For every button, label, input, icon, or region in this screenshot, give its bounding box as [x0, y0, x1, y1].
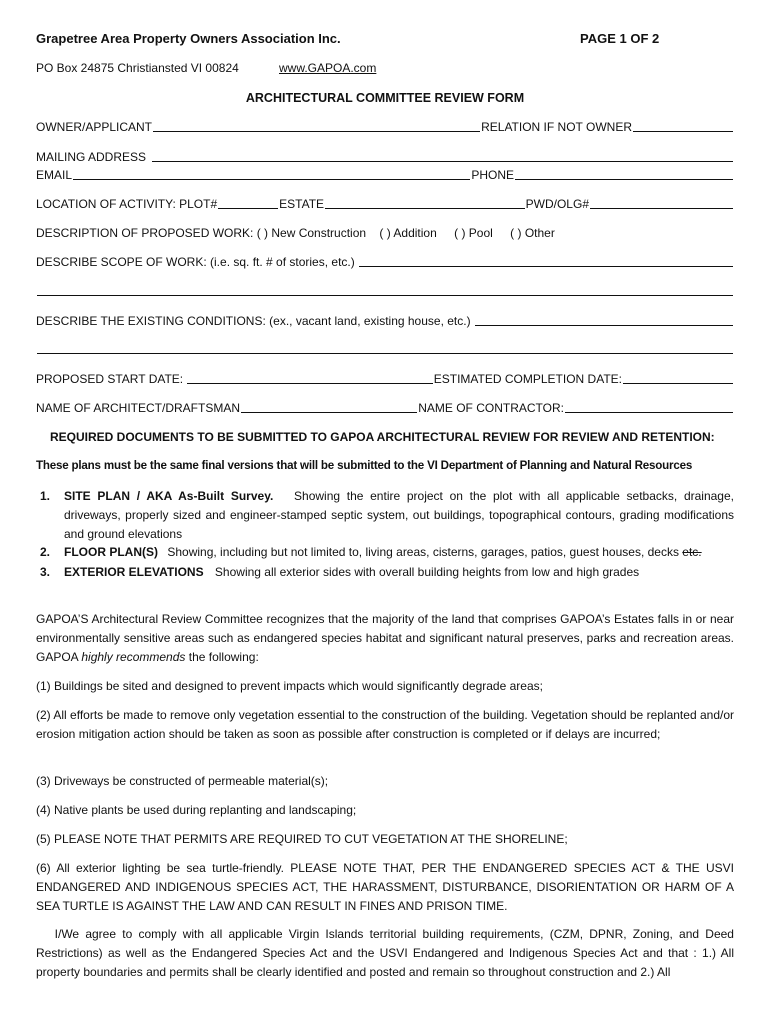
required-subheading: These plans must be the same final versions that will be submitted to the VI Department of Planning and Natural Resources	[36, 459, 693, 472]
mailing-label: MAILING ADDRESS	[36, 150, 147, 164]
scope-row	[36, 255, 734, 269]
recommendation-3: (3) Driveways be constructed of permeable material(s);	[36, 774, 329, 788]
list-number: 1.	[40, 489, 51, 503]
option-pool[interactable]: ( ) Pool	[454, 226, 493, 240]
list-item-text: Showing the entire project on the plot with all applicable setbacks, drainage, driveways, properly sized and engineer-stamped septic system, out buildings, topographical contours, grading modifications and ground elevations	[64, 489, 734, 541]
scope-field-continued[interactable]	[37, 285, 733, 296]
description-row	[36, 226, 734, 240]
website-link[interactable]: www.GAPOA.com	[279, 61, 377, 75]
existing-row-2	[36, 343, 734, 356]
dates-row	[36, 372, 734, 386]
intro-paragraph	[36, 610, 734, 667]
relation-field[interactable]	[633, 121, 733, 132]
completion-date-field[interactable]	[623, 373, 733, 384]
contractor-label: NAME OF CONTRACTOR:	[418, 401, 564, 415]
recommendation-2: (2) All efforts be made to remove only vegetation essential to the construction of the building. Vegetation should be replanted and/or erosion mitigation action should be taken as soon as possible after construction is completed or if delays are incurred;	[36, 708, 734, 741]
struck-text: etc.	[682, 545, 702, 559]
relation-label: RELATION IF NOT OWNER	[481, 120, 632, 134]
existing-field-continued[interactable]	[37, 343, 733, 354]
list-number: 2.	[40, 545, 51, 559]
email-label: EMAIL	[36, 168, 73, 182]
list-item	[36, 563, 734, 582]
list-item-text: Showing all exterior sides with overall building heights from low and high grades	[214, 565, 640, 579]
mailing-row	[36, 150, 734, 164]
scope-label: DESCRIBE SCOPE OF WORK: (i.e. sq. ft. # of stories, etc.)	[36, 255, 355, 269]
plot-field[interactable]	[218, 198, 278, 209]
email-field[interactable]	[73, 169, 470, 180]
owner-row	[36, 120, 734, 134]
list-item-title: EXTERIOR ELEVATIONS	[64, 565, 204, 579]
pwd-field[interactable]	[590, 198, 733, 209]
existing-row	[36, 314, 734, 328]
owner-field[interactable]	[153, 121, 480, 132]
architect-label: NAME OF ARCHITECT/DRAFTSMAN	[36, 401, 241, 415]
email-row	[36, 168, 734, 182]
location-label: LOCATION OF ACTIVITY: PLOT#	[36, 197, 218, 211]
mailing-field[interactable]	[152, 151, 733, 162]
start-date-field[interactable]	[187, 373, 433, 384]
owner-label: OWNER/APPLICANT	[36, 120, 153, 134]
scope-row-2	[36, 285, 734, 298]
recommendation-5: (5) PLEASE NOTE THAT PERMITS ARE REQUIRED TO CUT VEGETATION AT THE SHORELINE;	[36, 832, 568, 846]
option-other[interactable]: ( ) Other	[510, 226, 555, 240]
phone-field[interactable]	[515, 169, 733, 180]
location-row	[36, 197, 734, 211]
scope-field[interactable]	[359, 256, 733, 267]
option-addition[interactable]: ( ) Addition	[379, 226, 437, 240]
names-row	[36, 401, 734, 415]
existing-label: DESCRIBE THE EXISTING CONDITIONS: (ex., vacant land, existing house, etc.)	[36, 314, 471, 328]
list-item	[36, 487, 734, 544]
phone-label: PHONE	[471, 168, 514, 182]
mailing-address-header: PO Box 24875 Christiansted VI 00824	[36, 61, 239, 75]
page-number: PAGE 1 OF 2	[580, 31, 660, 46]
list-item	[36, 543, 734, 562]
contractor-field[interactable]	[565, 402, 733, 413]
organization-name: Grapetree Area Property Owners Association Inc.	[36, 31, 341, 46]
pwd-label: PWD/OLG#	[525, 197, 589, 211]
list-item-title: SITE PLAN / AKA As-Built Survey.	[64, 489, 274, 503]
agreement-paragraph: I/We agree to comply with all applicable Virgin Islands territorial building requirements, (CZM, DPNR, Zoning, and Deed Restrictions) as well as the Endangered Species Act and the USVI Endangered and Indigenous Species Act and that : 1.) All property boundaries and permits shall be clearly identified and posted and remain so throughout construction and 2.) All	[36, 927, 738, 979]
completion-date-label: ESTIMATED COMPLETION DATE:	[433, 372, 622, 386]
intro-emphasis: highly recommends	[81, 650, 186, 664]
estate-label: ESTATE	[279, 197, 325, 211]
list-item-text: Showing, including but not limited to, living areas, cisterns, garages, patios, guest houses, decks	[167, 545, 683, 559]
list-item-title: FLOOR PLAN(S)	[64, 545, 158, 559]
description-label: DESCRIPTION OF PROPOSED WORK: ( ) New Construction	[36, 226, 367, 240]
start-date-label: PROPOSED START DATE:	[36, 372, 184, 386]
intro-text: GAPOA’S Architectural Review Committee recognizes that the majority of the land that comprises GAPOA’s Estates falls in or near environmentally sensitive areas such as endangered species habitat and significant natural preserves, parks and recreation areas. GAPOA	[36, 612, 734, 664]
architect-field[interactable]	[241, 402, 417, 413]
form-title: ARCHITECTURAL COMMITTEE REVIEW FORM	[245, 91, 525, 105]
list-number: 3.	[40, 565, 51, 579]
estate-field[interactable]	[325, 198, 525, 209]
recommendation-4: (4) Native plants be used during replanting and landscaping;	[36, 803, 357, 817]
recommendation-6: (6) All exterior lighting be sea turtle-friendly. PLEASE NOTE THAT, PER THE ENDANGERED SPECIES ACT & THE USVI ENDANGERED AND INDIGENOUS SPECIES ACT, THE HARASSMENT, DISTURBANCE, DISORIENTATION OR HARM OF A SEA TURTLE IS AGAINST THE LAW AND CAN RESULT IN FINES AND PRISON TIME.	[36, 861, 734, 913]
required-heading: REQUIRED DOCUMENTS TO BE SUBMITTED TO GAPOA ARCHITECTURAL REVIEW FOR REVIEW AND RETENTION:	[50, 430, 715, 444]
intro-text-end: the following:	[185, 650, 259, 664]
recommendation-1: (1) Buildings be sited and designed to prevent impacts which would significantly degrade areas;	[36, 679, 543, 693]
existing-field[interactable]	[475, 315, 733, 326]
